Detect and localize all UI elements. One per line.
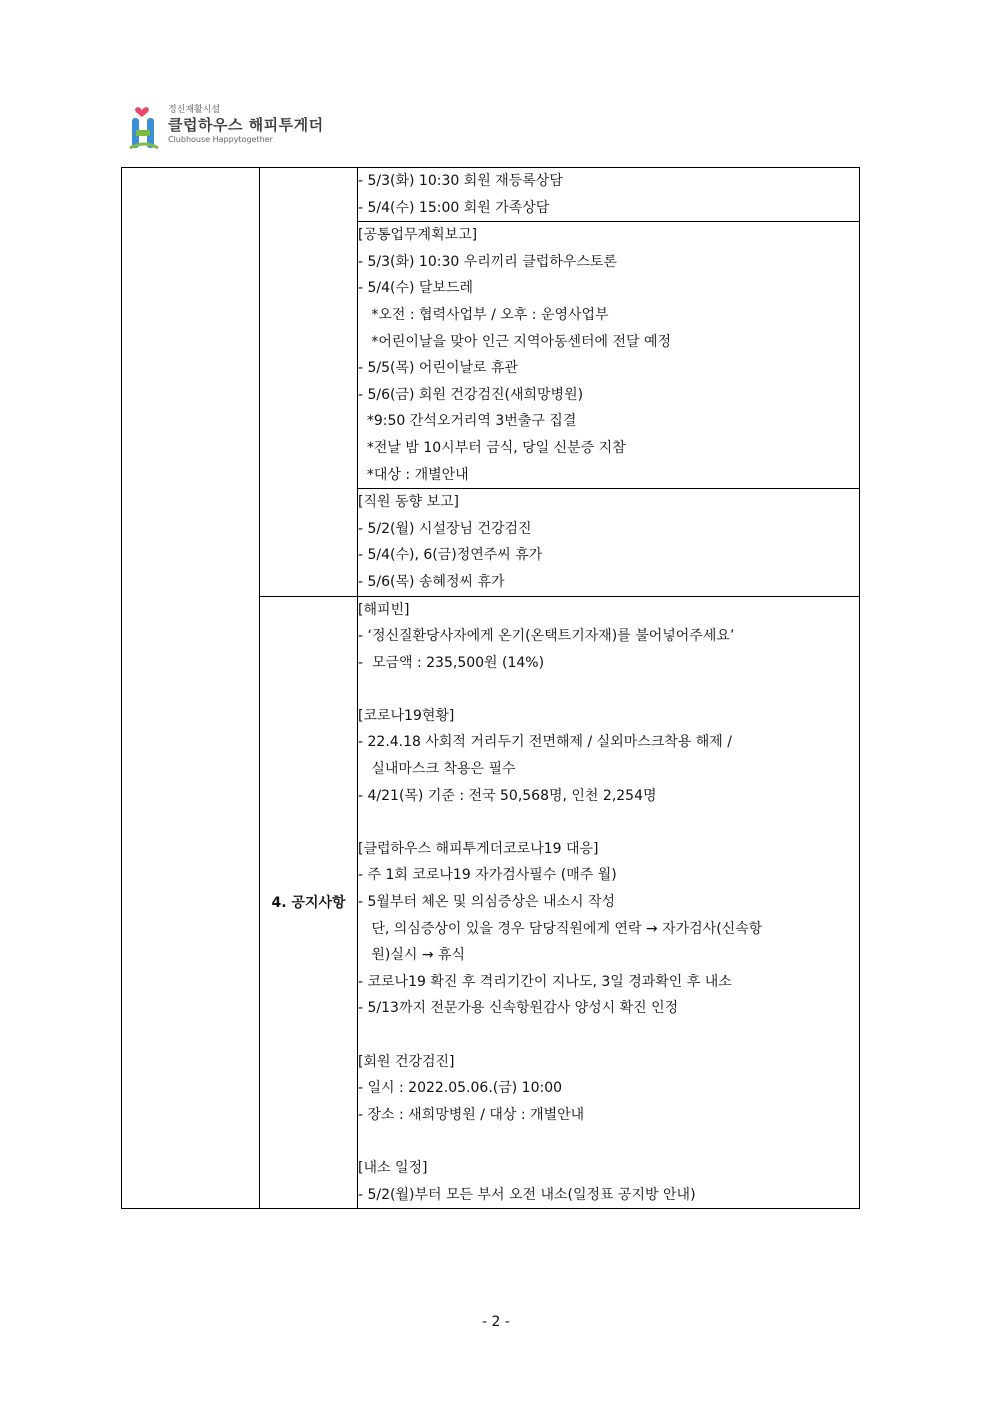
text-line: - 5/13까지 전문가용 신속항원감사 양성시 확진 인정	[358, 1000, 679, 1017]
text-line: - 5/4(수), 6(금)정연주씨 휴가	[358, 547, 543, 564]
logo-subtitle: 정신재활시설	[168, 105, 221, 115]
blank-line	[358, 1022, 859, 1049]
report-table	[121, 167, 860, 1209]
text-line: *어린이날을 맞아 인근 지역아동센터에 전달 예정	[358, 333, 672, 350]
content-cell-common-plan	[358, 222, 860, 489]
section-title: 4. 공지사항	[271, 895, 346, 912]
text-line: [직원 동향 보고]	[358, 494, 459, 511]
text-line: [코로나19현황]	[358, 707, 455, 724]
clubhouse-logo-icon	[128, 104, 164, 152]
text-line: [공통업무계획보고]	[358, 227, 478, 244]
section-cell	[260, 168, 358, 597]
text-line: - 모금액 : 235,500원 (14%)	[358, 654, 545, 671]
table-row	[122, 168, 860, 222]
text-line: *9:50 간석오거리역 3번출구 집결	[358, 413, 577, 430]
page-number: - 2 -	[482, 1314, 510, 1330]
text-line: - 5/3(화) 10:30 우리끼리 클럽하우스토론	[358, 253, 617, 270]
logo-english: Clubhouse Happytogether	[168, 135, 273, 144]
logo-title: 클럽하우스 해피투게더	[168, 116, 324, 134]
text-line: - 코로나19 확진 후 격리기간이 지나도, 3일 경과확인 후 내소	[358, 973, 732, 990]
text-line: *전날 밤 10시부터 금식, 당일 신분증 지참	[358, 439, 626, 456]
text-line: [해피빈]	[358, 601, 410, 618]
text-line: [클럽하우스 해피투게더코로나19 대응]	[358, 840, 599, 857]
blank-line	[358, 809, 859, 836]
content-cell-consultation	[358, 168, 860, 222]
content-lines	[358, 222, 859, 488]
text-line: [내소 일정]	[358, 1159, 428, 1176]
text-line: - 5월부터 체온 및 의심증상은 내소시 작성	[358, 894, 616, 911]
content-lines	[358, 597, 859, 1209]
text-line: - 5/4(수) 달보드레	[358, 280, 474, 297]
text-line: - 5/2(월) 시설장님 건강검진	[358, 520, 532, 537]
text-line: - 22.4.18 사회적 거리두기 전면해제 / 실외마스크착용 해제 /	[358, 734, 733, 751]
text-line: - 5/4(수) 15:00 회원 가족상담	[358, 199, 550, 216]
content-cell-staff-report	[358, 489, 860, 596]
text-line: - ‘정신질환당사자에게 온기(온택트기자재)를 불어넣어주세요’	[358, 628, 735, 645]
content-cell-notices	[358, 596, 860, 1209]
text-line: [회원 건강검진]	[358, 1053, 455, 1070]
text-line: 단, 의심증상이 있을 경우 담당직원에게 연락 → 자가검사(신속항	[358, 920, 763, 937]
text-line: - 5/6(목) 송혜정씨 휴가	[358, 573, 505, 590]
text-line: - 5/5(목) 어린이날로 휴관	[358, 360, 519, 377]
text-line: - 주 1회 코로나19 자가검사필수 (매주 월)	[358, 867, 617, 884]
text-line: - 일시 : 2022.05.06.(금) 10:00	[358, 1080, 563, 1097]
content-lines	[358, 168, 859, 221]
text-line: 원)실시 → 휴식	[358, 947, 466, 964]
text-line: - 5/6(금) 회원 건강검진(새희망병원)	[358, 386, 584, 403]
blank-line	[358, 1128, 859, 1155]
blank-line	[358, 676, 859, 703]
text-line: *오전 : 협력사업부 / 오후 : 운영사업부	[358, 306, 609, 323]
text-line: - 장소 : 새희망병원 / 대상 : 개별안내	[358, 1106, 585, 1123]
logo	[128, 104, 348, 154]
text-line: *대상 : 개별안내	[358, 466, 469, 483]
text-line: - 4/21(목) 기준 : 전국 50,568명, 인천 2,254명	[358, 787, 657, 804]
content-lines	[358, 489, 859, 595]
category-cell	[122, 168, 260, 1209]
text-line: - 5/2(월)부터 모든 부서 오전 내소(일정표 공지방 안내)	[358, 1186, 696, 1203]
text-line: - 5/3(화) 10:30 회원 재등록상담	[358, 173, 563, 189]
section-title-cell	[260, 596, 358, 1209]
text-line: 실내마스크 착용은 필수	[358, 761, 516, 778]
